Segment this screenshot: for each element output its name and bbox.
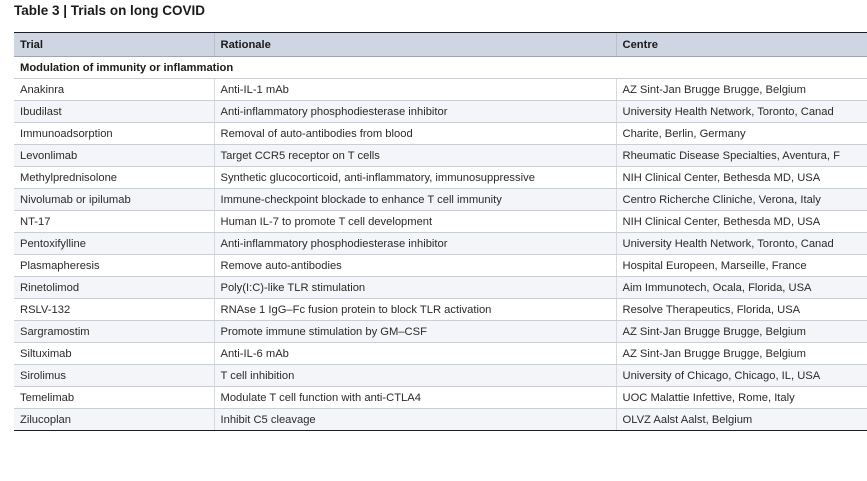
column-header-trial: Trial	[14, 33, 214, 57]
table-row	[14, 233, 867, 255]
table-row	[14, 211, 867, 233]
centre-cell: University of Chicago, Chicago, IL, USA	[616, 365, 867, 387]
rationale-cell: Promote immune stimulation by GM–CSF	[214, 321, 616, 343]
rationale-cell: RNAse 1 IgG–Fc fusion protein to block TLR activation	[214, 299, 616, 321]
table-row	[14, 123, 867, 145]
table-row	[14, 101, 867, 123]
centre-cell: Charite, Berlin, Germany	[616, 123, 867, 145]
centre-cell: OLVZ Aalst Aalst, Belgium	[616, 409, 867, 431]
column-header-centre: Centre	[616, 33, 867, 57]
table-header	[14, 33, 867, 57]
centre-cell: UOC Malattie Infettive, Rome, Italy	[616, 387, 867, 409]
table-row	[14, 387, 867, 409]
trial-cell: Rinetolimod	[14, 277, 214, 299]
rationale-cell: Synthetic glucocorticoid, anti-inflammatory, immunosuppressive	[214, 167, 616, 189]
centre-cell: NIH Clinical Center, Bethesda MD, USA	[616, 167, 867, 189]
rationale-cell: Anti-IL-6 mAb	[214, 343, 616, 365]
trial-cell: Pentoxifylline	[14, 233, 214, 255]
trial-cell: Methylprednisolone	[14, 167, 214, 189]
trial-cell: Immunoadsorption	[14, 123, 214, 145]
trial-cell: Plasmapheresis	[14, 255, 214, 277]
trials-table-container	[14, 32, 867, 431]
section-heading: Modulation of immunity or inflammation	[14, 57, 867, 79]
centre-cell: Hospital Europeen, Marseille, France	[616, 255, 867, 277]
table-row	[14, 79, 867, 101]
centre-cell: AZ Sint-Jan Brugge Brugge, Belgium	[616, 321, 867, 343]
table-row	[14, 255, 867, 277]
table-row	[14, 189, 867, 211]
table-title: Table 3 | Trials on long COVID	[14, 3, 206, 18]
trial-cell: Anakinra	[14, 79, 214, 101]
centre-cell: Rheumatic Disease Specialties, Aventura, F	[616, 145, 867, 167]
rationale-cell: Human IL-7 to promote T cell development	[214, 211, 616, 233]
table-row	[14, 365, 867, 387]
centre-cell: NIH Clinical Center, Bethesda MD, USA	[616, 211, 867, 233]
rationale-cell: Target CCR5 receptor on T cells	[214, 145, 616, 167]
trial-cell: Nivolumab or ipilumab	[14, 189, 214, 211]
centre-cell: University Health Network, Toronto, Canad	[616, 101, 867, 123]
rationale-cell: Immune-checkpoint blockade to enhance T cell immunity	[214, 189, 616, 211]
table-row	[14, 277, 867, 299]
trial-cell: Sargramostim	[14, 321, 214, 343]
rationale-cell: Anti-IL-1 mAb	[214, 79, 616, 101]
centre-cell: AZ Sint-Jan Brugge Brugge, Belgium	[616, 79, 867, 101]
centre-cell: Resolve Therapeutics, Florida, USA	[616, 299, 867, 321]
rationale-cell: Modulate T cell function with anti-CTLA4	[214, 387, 616, 409]
trial-cell: NT-17	[14, 211, 214, 233]
table-body	[14, 57, 867, 431]
trial-cell: Levonlimab	[14, 145, 214, 167]
centre-cell: Centro Richerche Cliniche, Verona, Italy	[616, 189, 867, 211]
table-row	[14, 343, 867, 365]
table-row	[14, 321, 867, 343]
rationale-cell: Anti-inflammatory phosphodiesterase inhibitor	[214, 233, 616, 255]
trial-cell: Zilucoplan	[14, 409, 214, 431]
centre-cell: AZ Sint-Jan Brugge Brugge, Belgium	[616, 343, 867, 365]
trial-cell: Ibudilast	[14, 101, 214, 123]
section-row	[14, 57, 867, 79]
trial-cell: Sirolimus	[14, 365, 214, 387]
rationale-cell: Removal of auto-antibodies from blood	[214, 123, 616, 145]
column-header-rationale: Rationale	[214, 33, 616, 57]
header-row	[14, 33, 867, 57]
table-row	[14, 299, 867, 321]
rationale-cell: Anti-inflammatory phosphodiesterase inhibitor	[214, 101, 616, 123]
rationale-cell: Poly(I:C)-like TLR stimulation	[214, 277, 616, 299]
rationale-cell: T cell inhibition	[214, 365, 616, 387]
trial-cell: Temelimab	[14, 387, 214, 409]
rationale-cell: Inhibit C5 cleavage	[214, 409, 616, 431]
centre-cell: University Health Network, Toronto, Canad	[616, 233, 867, 255]
table-row	[14, 409, 867, 431]
trial-cell: RSLV-132	[14, 299, 214, 321]
trial-cell: Siltuximab	[14, 343, 214, 365]
rationale-cell: Remove auto-antibodies	[214, 255, 616, 277]
trials-table	[14, 32, 867, 431]
centre-cell: Aim Immunotech, Ocala, Florida, USA	[616, 277, 867, 299]
table-row	[14, 145, 867, 167]
table-row	[14, 167, 867, 189]
